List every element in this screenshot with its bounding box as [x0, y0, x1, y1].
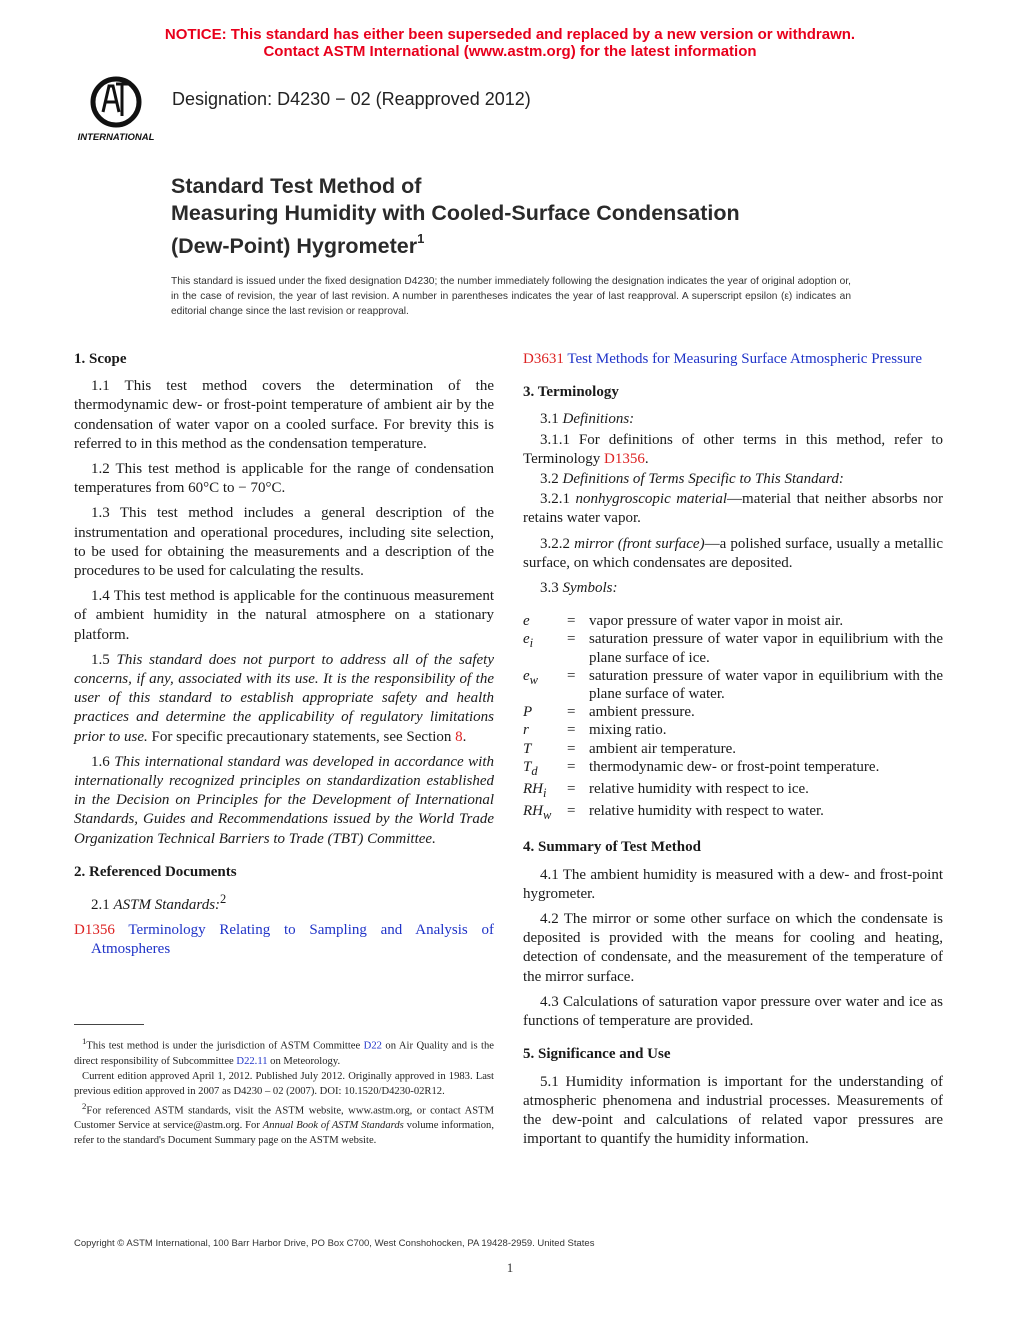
para-3-1: 3.1 Definitions: — [540, 411, 635, 428]
symbol-row: $RH_w$ = relative humidity with respect to water. — [523, 802, 943, 824]
d1356-terminology-link[interactable]: D1356 — [604, 450, 645, 467]
symbol-row: e = vapor pressure of water vapor in moist air. — [523, 613, 844, 630]
symbols-list — [523, 612, 943, 824]
symbol: r — [523, 722, 529, 739]
title-line-1: Standard Test Method of — [171, 174, 422, 198]
section-heading-scope: 1. Scope — [74, 351, 127, 367]
document-title — [171, 173, 931, 260]
section-8-link[interactable]: 8 — [455, 728, 463, 745]
logo-text: INTERNATIONAL — [77, 132, 155, 143]
symbol-row: r = mixing ratio. — [523, 722, 667, 739]
symbol: $e_i$ — [523, 631, 534, 651]
para-1-5: 1.5 This standard does not purport to address all of the safety concerns, if any, associated with its use. It is the responsibility of the user of this standard to establish appropriate safety and health practices and determine the applicability of regulatory limitations prior to use. For specific precautionary statements, see Section 8. — [74, 651, 495, 745]
symbol: e — [523, 613, 530, 630]
para-3-2-2: 3.2.2 mirror (front surface)—a polished surface, usually a metallic surface, on which condensates are deposited. — [523, 535, 943, 571]
symbol-row: $e_i$ = saturation pressure of water vapor in equilibrium with the plane surface of ice. — [523, 631, 943, 666]
para-1-1: 1.1 This test method covers the determination of the thermodynamic dew- or frost-point temperature of ambient air by the condensation of water vapor on a cooled surface. For brevity this is referred to in this method as the condensation temperature. — [74, 378, 494, 452]
footnote-2: $^2$For referenced ASTM standards, visit the ASTM website, www.astm.org, or contact ASTM Customer Service at service@astm.org. For Annual Book of ASTM Standards volume information, refer to the standard's Document Summary page on the ASTM website. — [74, 1100, 494, 1147]
page-number: 1 — [506, 1260, 514, 1275]
symbol: P — [523, 704, 533, 721]
para-4-3: 4.3 Calculations of saturation vapor pressure over water and ice as functions of temperature are provided. — [523, 993, 943, 1030]
footnote-divider — [74, 1024, 144, 1025]
footnote-1-edition: Current edition approved April 1, 2012. Published July 2012. Originally approved in 1983. Last previous edition approved in 2007 as D4230 – 02 (2007). DOI: 10.1520/D4230-02R12. — [74, 1070, 494, 1097]
d22-link[interactable]: D22 — [363, 1040, 382, 1052]
para-1-4: 1.4 This test method is applicable for the continuous measurement of ambient humidity in the natural atmosphere on a stationary platform. — [74, 588, 494, 643]
para-3-3: 3.3 Symbols: — [540, 580, 618, 597]
reference-d1356 — [74, 921, 494, 959]
supersession-notice — [0, 26, 1020, 60]
title-line-3: (Dew-Point) Hygrometer$^1$ — [171, 231, 425, 259]
section-heading-significance: 5. Significance and Use — [523, 1046, 671, 1063]
notice-line-1: NOTICE: This standard has either been superseded and replaced by a new version or withdrawn. — [164, 26, 856, 43]
left-column — [74, 350, 494, 966]
reference-d3631 — [523, 350, 943, 369]
symbol: $RH_i$ — [523, 781, 547, 801]
title-footnote-ref[interactable]: 1 — [417, 231, 425, 246]
right-column — [523, 350, 943, 1155]
notice-line-2: Contact ASTM International (www.astm.org) for the latest information — [263, 43, 757, 60]
para-3-1-1: 3.1.1 For definitions of other terms in this method, refer to Terminology D1356. — [523, 431, 943, 467]
symbol: $RH_w$ — [523, 803, 552, 823]
astm-logo-icon — [76, 72, 166, 144]
para-4-1: 4.1 The ambient humidity is measured with a dew- and frost-point hygrometer. — [523, 866, 943, 902]
para-5-1: 5.1 Humidity information is important for the understanding of atmospheric phenomena and industrial processes. Measurements of the dew-point and calculations of related vapor pressures are important to quantify the humidity information. — [523, 1073, 943, 1148]
title-line-2: Measuring Humidity with Cooled-Surface Condensation — [171, 201, 740, 225]
d1356-title-link[interactable]: Terminology Relating to Sampling and Analysis of Atmospheres — [91, 922, 494, 958]
para-1-2: 1.2 This test method is applicable for the range of condensation temperatures from 60°C to − 70°C. — [74, 461, 494, 497]
para-1-6: 1.6 This international standard was developed in accordance with internationally recognized principles on standardization established in the Decision on Principles for the Development of International Standards, Guides and Recommendations issued by the World Trade Organization Technical Barriers to Trade (TBT) Committee. — [74, 753, 494, 847]
copyright-line: Copyright © ASTM International, 100 Barr Harbor Drive, PO Box C700, West Conshohocken, PA 19428-2959. United States — [74, 1238, 595, 1249]
footnote-2-ref[interactable]: 2 — [220, 892, 227, 907]
section-heading-summary: 4. Summary of Test Method — [523, 839, 701, 856]
para-4-2: 4.2 The mirror or some other surface on which the condensate is deposited is provided with the means for cooling and heating, detection of condensate, and the measurement of the temperature of the mirror surface. — [523, 911, 943, 985]
symbol-row: $T_d$ = thermodynamic dew- or frost-point temperature. — [523, 758, 943, 780]
symbol: $e_w$ — [523, 667, 539, 687]
d3631-title-link[interactable]: Test Methods for Measuring Surface Atmospheric Pressure — [567, 351, 923, 367]
d3631-link[interactable]: D3631 — [523, 351, 564, 367]
symbol-row: $e_w$ = saturation pressure of water vapor in equilibrium with the plane surface of water. — [523, 667, 943, 703]
symbol: $T_d$ — [523, 758, 538, 778]
symbol-row: T = ambient air temperature. — [523, 740, 737, 757]
symbol: T — [523, 740, 532, 757]
issuance-statement: This standard is issued under the fixed designation D4230; the number immediately following the designation indicates the year of original adoption or, in the case of revision, the year of last revision. A number in parentheses indicates the year of last reapproval. A superscript epsilon (ε) indicates an editorial change since the last revision or reapproval. — [171, 276, 851, 317]
symbol-row: $RH_i$ = relative humidity with respect to ice. — [523, 780, 943, 802]
para-1-3: 1.3 This test method includes a general description of the instrumentation and operational procedures, including site selection, to be used for obtaining the measurements and a description of the procedures to be used for calculating the results. — [74, 505, 494, 580]
d22-11-link[interactable]: D22.11 — [236, 1055, 268, 1067]
astm-logo — [76, 72, 166, 144]
footnote-1: $^1$This test method is under the jurisdiction of ASTM Committee D22 on Air Quality and is the direct responsibility of Subcommittee D22.11 on Meteorology. — [74, 1036, 495, 1067]
d1356-link[interactable]: D1356 — [74, 922, 115, 939]
para-3-2: 3.2 Definitions of Terms Specific to This Standard: — [540, 471, 844, 488]
section-heading-terminology: 3. Terminology — [523, 384, 619, 401]
para-3-2-1: 3.2.1 nonhygroscopic material—material that neither absorbs nor retains water vapor. — [523, 491, 943, 527]
section-heading-referenced-documents: 2. Referenced Documents — [74, 863, 237, 880]
symbol-row: P = ambient pressure. — [523, 704, 695, 721]
designation: Designation: D4230 − 02 (Reapproved 2012) — [172, 89, 531, 109]
footnotes — [74, 1034, 494, 1148]
para-2-1: 2.1 ASTM Standards:$^2$ — [91, 892, 227, 914]
